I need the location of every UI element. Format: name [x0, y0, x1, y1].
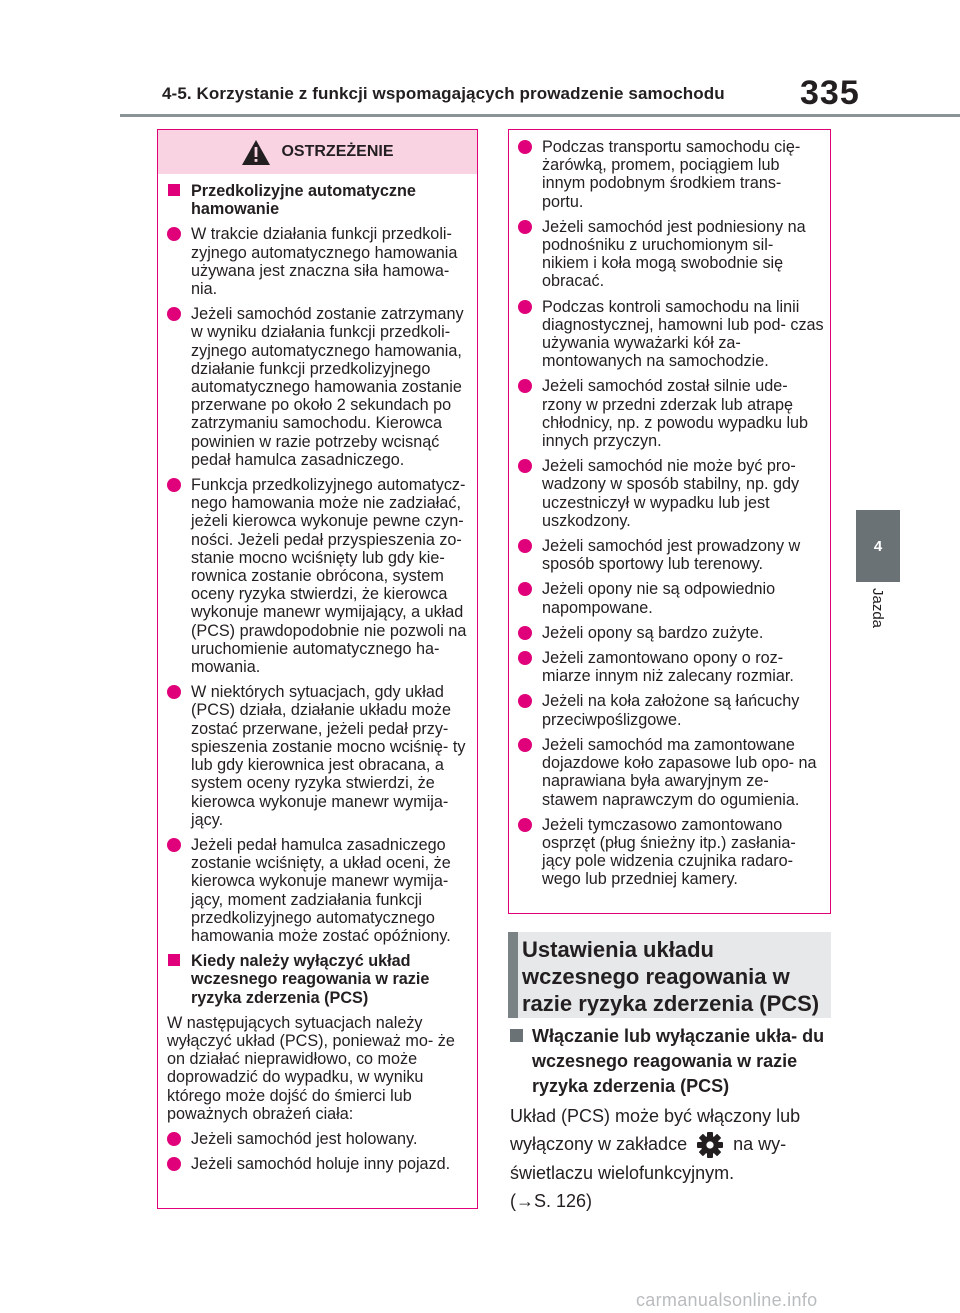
warning-box [157, 129, 478, 1209]
list-item: Jeżeli samochód holuje inny pojazd. [167, 1155, 471, 1173]
list-item: Jeżeli samochód został silnie ude- rzony w przedni zderzak lub atrapę chłodnicy, np. z powodu wypadku lub innych przyczyn. [518, 377, 824, 450]
watermark: carmanualsonline.info [636, 1290, 818, 1310]
list-item: Jeżeli samochód jest podniesiony na podnośniku z uruchomionym sil- nikiem i koła mogą swobodnie się obracać. [518, 218, 824, 291]
warning-body [158, 174, 477, 1173]
list-item: Funkcja przedkolizyjnego automatycz- nego hamowania może nie zadziałać, jeżeli kierowca wykonuje pewne czyn- ności. Jeżeli pedał przyspieszenia zo- stanie mocno wciśnięty lub gdy kie- rownica zostanie obrócona, system oceny ryzyka stwierdzi, że kierowca wykonuje manewr wymijający, a układ (PCS) prawdopodobnie nie pozwoli na uruchomienie automatycznego ha- mowania. [167, 476, 471, 676]
bullet-icon [518, 651, 532, 665]
list-item: Jeżeli samochód zostanie zatrzymany w wyniku działania funkcji przedkoli- zyjnego automatycznego hamowania, działanie funkcji przedkolizyjnego automatycznego hamowania zostanie przerwane po około 2 sekundach po zatrzymaniu samochodu. Kierowca powinien w razie potrzeby wcisnąć pedał hamulca zasadniczego. [167, 305, 471, 469]
bullet-icon [518, 626, 532, 640]
page-reference[interactable]: (→S. 126) [510, 1191, 593, 1212]
warning-subheading: Kiedy należy wyłączyć układ wczesnego reagowania w razie ryzyka zderzenia (PCS) [167, 952, 471, 1007]
square-bullet-icon [510, 1029, 523, 1042]
bullet-icon [518, 140, 532, 154]
list-item: Jeżeli samochód jest prowadzony w sposób sportowy lub terenowy. [518, 537, 824, 573]
bullet-icon [167, 1157, 181, 1171]
bullet-icon [518, 220, 532, 234]
header-divider [120, 114, 960, 117]
list-item: Jeżeli samochód jest holowany. [167, 1130, 471, 1148]
warning-header [158, 130, 477, 174]
bullet-icon [167, 307, 181, 321]
list-item: Jeżeli samochód nie może być pro- wadzony w sposób stabilny, np. gdy uczestniczył w wypadku lub jest uszkodzony. [518, 457, 824, 530]
chapter-label: Jazda [869, 588, 886, 629]
warning-intro: W następujących sytuacjach należy wyłączyć układ (PCS), ponieważ mo- że on działać nieprawidłowo, co może doprowadzić do wypadku, w wyniku którego może dojść do śmierci lub poważnych obrażeń ciała: [167, 1013, 455, 1123]
section-heading: Ustawienia układu wczesnego reagowania w razie ryzyka zderzenia (PCS) [508, 932, 831, 1018]
list-item: Podczas transportu samochodu cię- żarówką, promem, pociągiem lub innym podobnym środkiem trans- portu. [518, 138, 824, 211]
list-item: Jeżeli pedał hamulca zasadniczego zostanie wciśnięty, a układ oceni, że kierowca wykonuje manewr wymija- jący, moment zadziałania funkcji przedkolizyjnego automatycznego hamowania może zostać opóźniony. [167, 836, 471, 945]
gear-icon [696, 1131, 724, 1159]
bullet-icon [518, 539, 532, 553]
warning-triangle-icon [241, 139, 271, 166]
list-item: W trakcie działania funkcji przedkoli- zyjnego automatycznego hamowania używana jest znaczna siła hamowa- nia. [167, 225, 471, 298]
bullet-icon [518, 379, 532, 393]
list-item: Podczas kontroli samochodu na linii diagnostycznej, hamowni lub pod- czas używania wyważarki kół za- montowanych na samochodzie. [518, 298, 824, 371]
chapter-tab[interactable]: 4 [856, 510, 900, 582]
list-item: Jeżeli opony są bardzo zużyte. [518, 624, 824, 642]
warning-heading: OSTRZEŻENIE [281, 143, 394, 160]
page-number: 335 [800, 74, 860, 112]
list-item: Jeżeli tymczasowo zamontowano osprzęt (pług śnieżny itp.) zasłania- jący pole widzenia czujnika radaro- wego lub przedniej kamery. [518, 816, 824, 889]
bullet-icon [518, 818, 532, 832]
square-bullet-icon [168, 954, 180, 966]
bullet-icon [518, 738, 532, 752]
running-header: 4-5. Korzystanie z funkcji wspomagających prowadzenie samochodu [162, 84, 725, 103]
bullet-icon [518, 694, 532, 708]
list-item: Jeżeli opony nie są odpowiednio napompowane. [518, 580, 824, 616]
square-bullet-icon [168, 184, 180, 196]
section-body: Układ (PCS) może być włączony lub wyłączony w zakładce na wy- świetlaczu wielofunkcyjnym. (→S. 126) [510, 1106, 801, 1212]
bullet-icon [518, 459, 532, 473]
bullet-icon [518, 582, 532, 596]
list-item: Jeżeli na koła założone są łańcuchy przeciwpoślizgowe. [518, 692, 824, 728]
bullet-icon [167, 478, 181, 492]
bullet-icon [167, 685, 181, 699]
list-item: Jeżeli zamontowano opony o roz- miarze innym niż zalecany rozmiar. [518, 649, 824, 685]
list-item: Jeżeli samochód ma zamontowane dojazdowe koło zapasowe lub opo- na naprawiana była awaryjnym ze- stawem naprawczym do ogumienia. [518, 736, 824, 809]
bullet-icon [167, 838, 181, 852]
warning-subheading: Przedkolizyjne automatyczne hamowanie [167, 182, 471, 218]
section-subheading: Włączanie lub wyłączanie ukła- du wczesnego reagowania w razie ryzyka zderzenia (PCS) [508, 1024, 831, 1099]
bullet-icon [167, 1132, 181, 1146]
bullet-icon [167, 227, 181, 241]
warning-continued-box [508, 129, 831, 914]
bullet-icon [518, 300, 532, 314]
list-item: W niektórych sytuacjach, gdy układ (PCS) działa, działanie układu może zostać przerwane, jeżeli pedał przy- spieszenia zostanie mocno wciśnię- ty lub gdy kierownica jest obracana, a system oceny ryzyka stwierdzi, że kierowca wykonuje manewr wymija- jący. [167, 683, 471, 829]
